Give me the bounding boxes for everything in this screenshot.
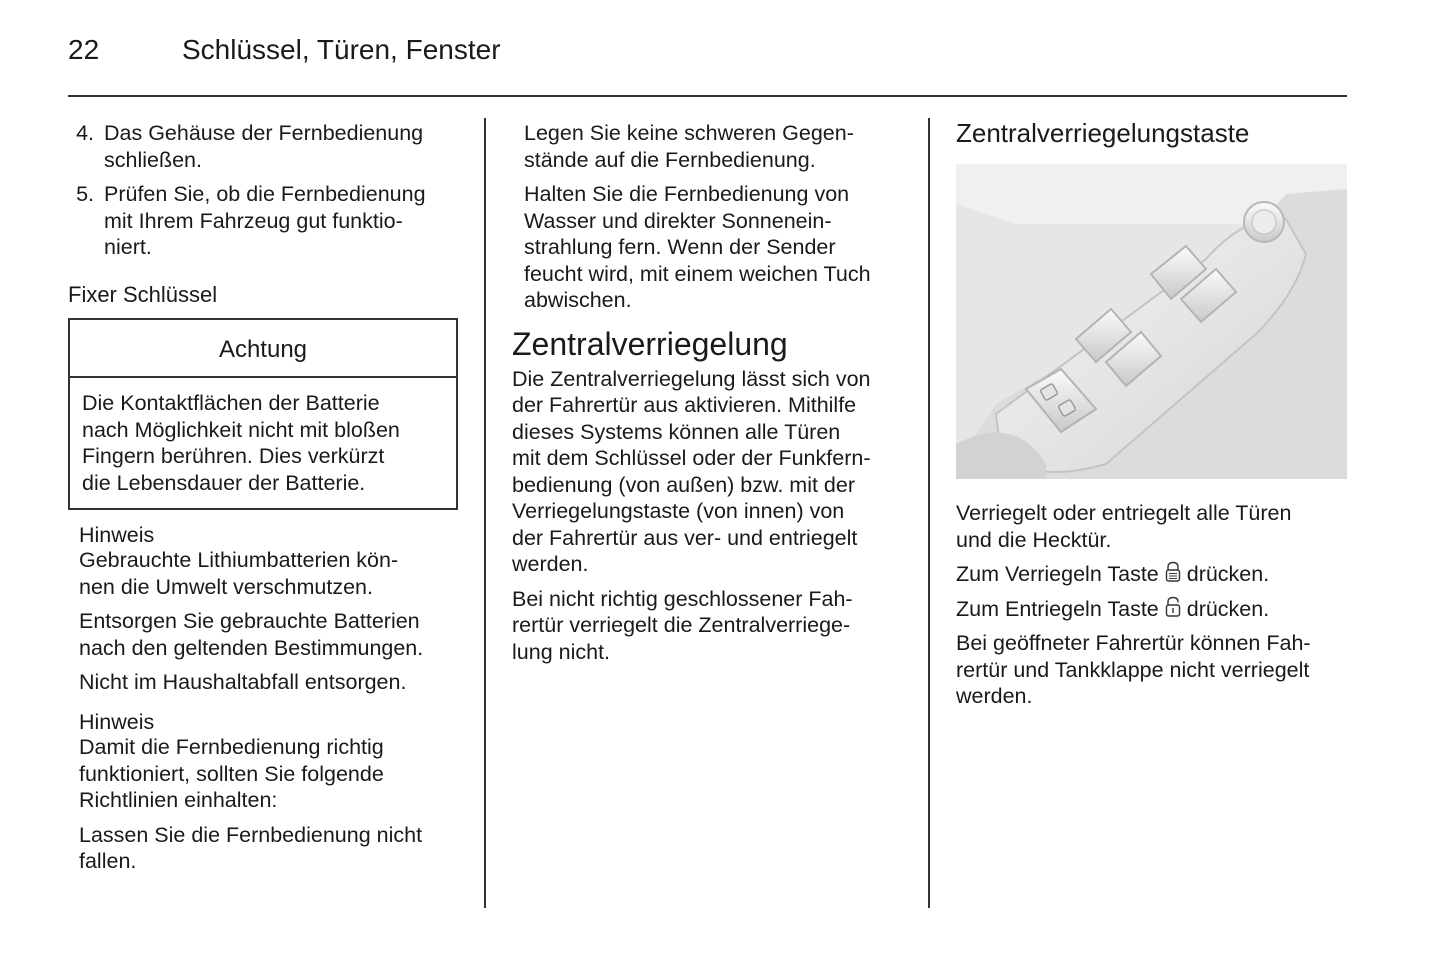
section-heading: Zentralverriegelung — [512, 325, 788, 362]
door-switch-panel-illustration — [956, 164, 1347, 479]
note-2 — [79, 710, 469, 875]
column-2 — [512, 120, 912, 665]
column-divider-2 — [928, 118, 930, 908]
note-paragraph: Damit die Fernbedienung richtig funktioniert, sollten Sie folgende Richtlinien einhalten: — [79, 735, 384, 812]
note-paragraph: Lassen Sie die Fernbedienung nicht fallen. — [79, 822, 423, 873]
note-paragraph: Entsorgen Sie gebrauchte Batterien nach den geltenden Bestimmungen. — [79, 609, 424, 660]
warning-title: Achtung — [70, 320, 456, 378]
lock-open-icon — [1165, 596, 1181, 618]
lock-instruction: Zum Verriegeln Taste drücken. — [956, 562, 1270, 586]
column-divider-1 — [484, 118, 486, 908]
paragraph: Die Zentralverriegelung lässt sich von der Fahrertür aus aktivieren. Mithilfe dieses Systems können alle Türen mit dem Schlüssel oder der Funkfern- bedienung (von außen) bzw. mit der Verriegelungstaste (von innen) von der Fahrertür aus ver- und entriegelt werden. — [512, 366, 871, 576]
subsection-heading: Zentralverriegelungstaste — [956, 118, 1250, 148]
note-paragraph: Nicht im Haushaltabfall entsorgen. — [79, 670, 407, 694]
paragraph: Bei geöffneter Fahrertür können Fah- rertür und Tankklappe nicht verriegelt werden. — [956, 631, 1311, 708]
warning-text: Die Kontaktflächen der Batterie nach Möglichkeit nicht mit bloßen Fingern berühren. Dies verkürzt die Lebensdauer der Batterie. — [82, 391, 400, 495]
note-1 — [79, 523, 469, 696]
note-label: Hinweis — [79, 710, 155, 734]
lock-closed-icon — [1165, 561, 1181, 583]
paragraph: Halten Sie die Fernbedienung von Wasser und direkter Sonnenein- strahlung fern. Wenn der Sender feucht wird, mit einem weichen Tuch abwischen. — [524, 182, 871, 312]
chapter-title: Schlüssel, Türen, Fenster — [182, 34, 501, 65]
subheading: Fixer Schlüssel — [68, 281, 218, 307]
column-3-text — [956, 500, 1356, 710]
page-number: 22 — [68, 34, 100, 65]
note-label: Hinweis — [79, 523, 155, 547]
unlock-instruction: Zum Entriegeln Taste drücken. — [956, 596, 1270, 621]
header-rule — [68, 95, 1347, 97]
paragraph: Legen Sie keine schweren Gegen- stände auf die Fernbedienung. — [524, 121, 854, 172]
door-switch-panel-icon — [956, 164, 1347, 479]
list-item: 5. Prüfen Sie, ob die Fernbedienung mit Ihrem Fahrzeug gut funktio- niert. — [76, 182, 426, 259]
column-1 — [68, 120, 468, 308]
paragraph: Bei nicht richtig geschlossener Fah- rertür verriegelt die Zentralverriege- lung nicht. — [512, 586, 853, 664]
warning-box — [68, 318, 458, 510]
note-paragraph: Gebrauchte Lithiumbatterien kön- nen die Umwelt verschmutzen. — [79, 548, 399, 599]
paragraph: Verriegelt oder entriegelt alle Türen und die Hecktür. — [956, 501, 1292, 552]
list-item: 4. Das Gehäuse der Fernbedienung schließen. — [76, 121, 424, 172]
